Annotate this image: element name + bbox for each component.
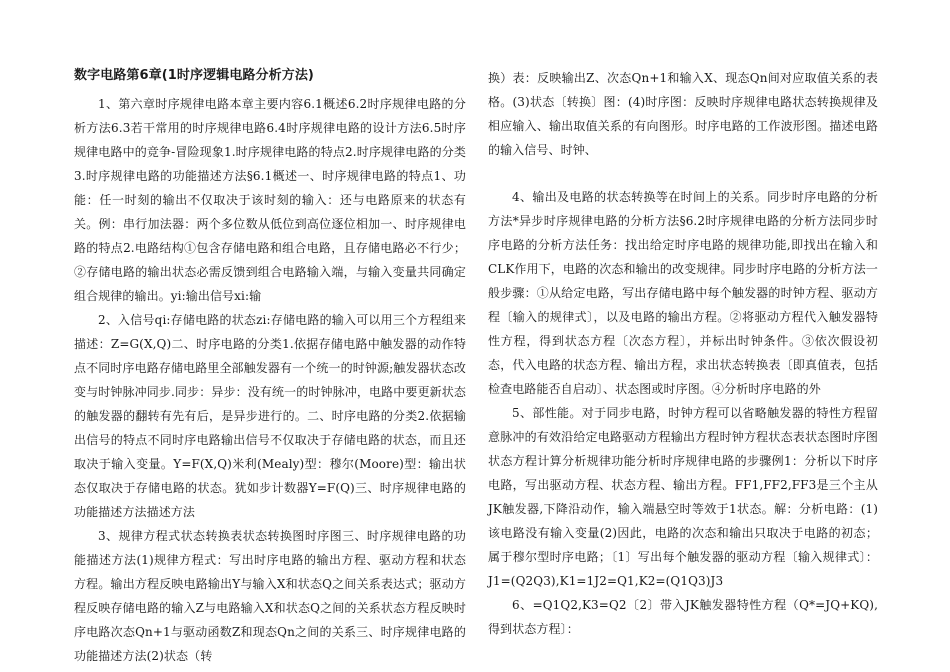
paragraph-3-continued: 换）表：反映输出Z、次态Qn+1和输入X、现态Qn间对应取值关系的表格。(3)状态〔转换〕图：(4)时序图：反映时序规律电路状态转换规律及相应输入、输出取值关系的有向图形。时序电路的工作波形图。描述电路的输入信号、时钟、 [488,71,878,157]
right-column [488,66,878,641]
paragraph-3: 3、规律方程式状态转换表状态转换图时序图三、时序规律电路的功能描述方法(1)规律方程式：写出时序电路的输出方程、驱动方程和状态方程。输出方程反映电路输出Y与输入X和状态Q之间关系表达式；驱动方程反映存储电路的输入Z与电路输入X和状态Q之间的关系状态方程反映时序电路次态Qn+1与驱动函数Z和现态Qn之间的关系三、时序规律电路的功能描述方法(2)状态（转 [74,529,466,663]
column-gap [488,162,878,185]
paragraph-2: 2、入信号qi:存储电路的状态zi:存储电路的输入可以用三个方程组来描述：Z=G(X,Q)二、时序电路的分类1.依据存储电路中触发器的动作特点不同时序电路存储电路里全部触发器有一个统一的时钟源;触发器状态改变与时钟脉冲同步.同步：异步：没有统一的时钟脉冲，电路中要更新状态的触发器的翻转有先有后，是异步进行的。二、时序电路的分类2.依据输出信号的特点不同时序电路输出信号不仅取决于存储电路的状态，而且还取决于输入变量。Y=F(X,Q)米利(Mealy)型：穆尔(Moore)型：输出状态仅取决于存储电路的状态。犹如步计数器Y=F(Q)三、时序规律电路的功能描述方法描述方法 [74,313,466,519]
paragraph-4: 4、输出及电路的状态转换等在时间上的关系。同步时序电路的分析方法*异步时序规律电路的分析方法§6.2时序规律电路的分析方法同步时序电路的分析方法任务：找出给定时序电路的规律功能,即找出在输入和CLK作用下，电路的次态和输出的改变规律。同步时序电路的分析方法一般步骤：①从给定电路，写出存储电路中每个触发器的时钟方程、驱动方程〔输入的规律式〕，以及电路的输出方程。②将驱动方程代入触发器特性方程，得到状态方程〔次态方程〕，并标出时钟条件。③依次假设初态，代入电路的状态方程、输出方程，求出状态转换表〔即真值表，包括检查电路能否自启动〕、状态图或时序图。④分析时序电路的外 [488,190,878,396]
paragraph-1: 1、第六章时序规律电路本章主要内容6.1概述6.2时序规律电路的分析方法6.3若干常用的时序规律电路6.4时序规律电路的设计方法6.5时序规律电路中的竞争-冒险现象1.时序规律电路的特点2.时序规律电路的分类3.时序规律电路的功能描述方法§6.1概述一、时序规律电路的特点1、功能：任一时刻的输出不仅取决于该时刻的输入：还与电路原来的状态有关。例：串行加法器：两个多位数从低位到高位逐位相加一、时序规律电路的特点2.电路结构①包含存储电路和组合电路，且存储电路必不行少；②存储电路的输出状态必需反馈到组合电路输入端，与输入变量共同确定组合规律的输出。yi:输出信号xi:输 [74,97,466,303]
page-title: 数字电路第6章(1时序逻辑电路分析方法) [74,68,314,83]
left-column [74,66,466,668]
paragraph-5: 5、部性能。对于同步电路，时钟方程可以省略触发器的特性方程留意脉冲的有效沿给定电路驱动方程输出方程时钟方程状态表状态图时序图状态方程计算分析规律功能分析时序规律电路的步骤例1：分析以下时序电路，写出驱动方程、状态方程、输出方程。FF1,FF2,FF3是三个主从JK触发器,下降沿动作，输入端悬空时等效于1状态。解：分析电路：(1)该电路没有输入变量(2)因此，电路的次态和输出只取决于电路的初态；属于穆尔型时序电路；〔1〕写出每个触发器的驱动方程〔输入规律式〕：J1=(Q2Q3),K1=1J2=Q1,K2=(Q1Q3)J3 [488,406,878,588]
paragraph-6: 6、=Q1Q2,K3=Q2〔2〕带入JK触发器特性方程（Q*=JQ+KQ),得到状态方程〕： [488,598,878,636]
